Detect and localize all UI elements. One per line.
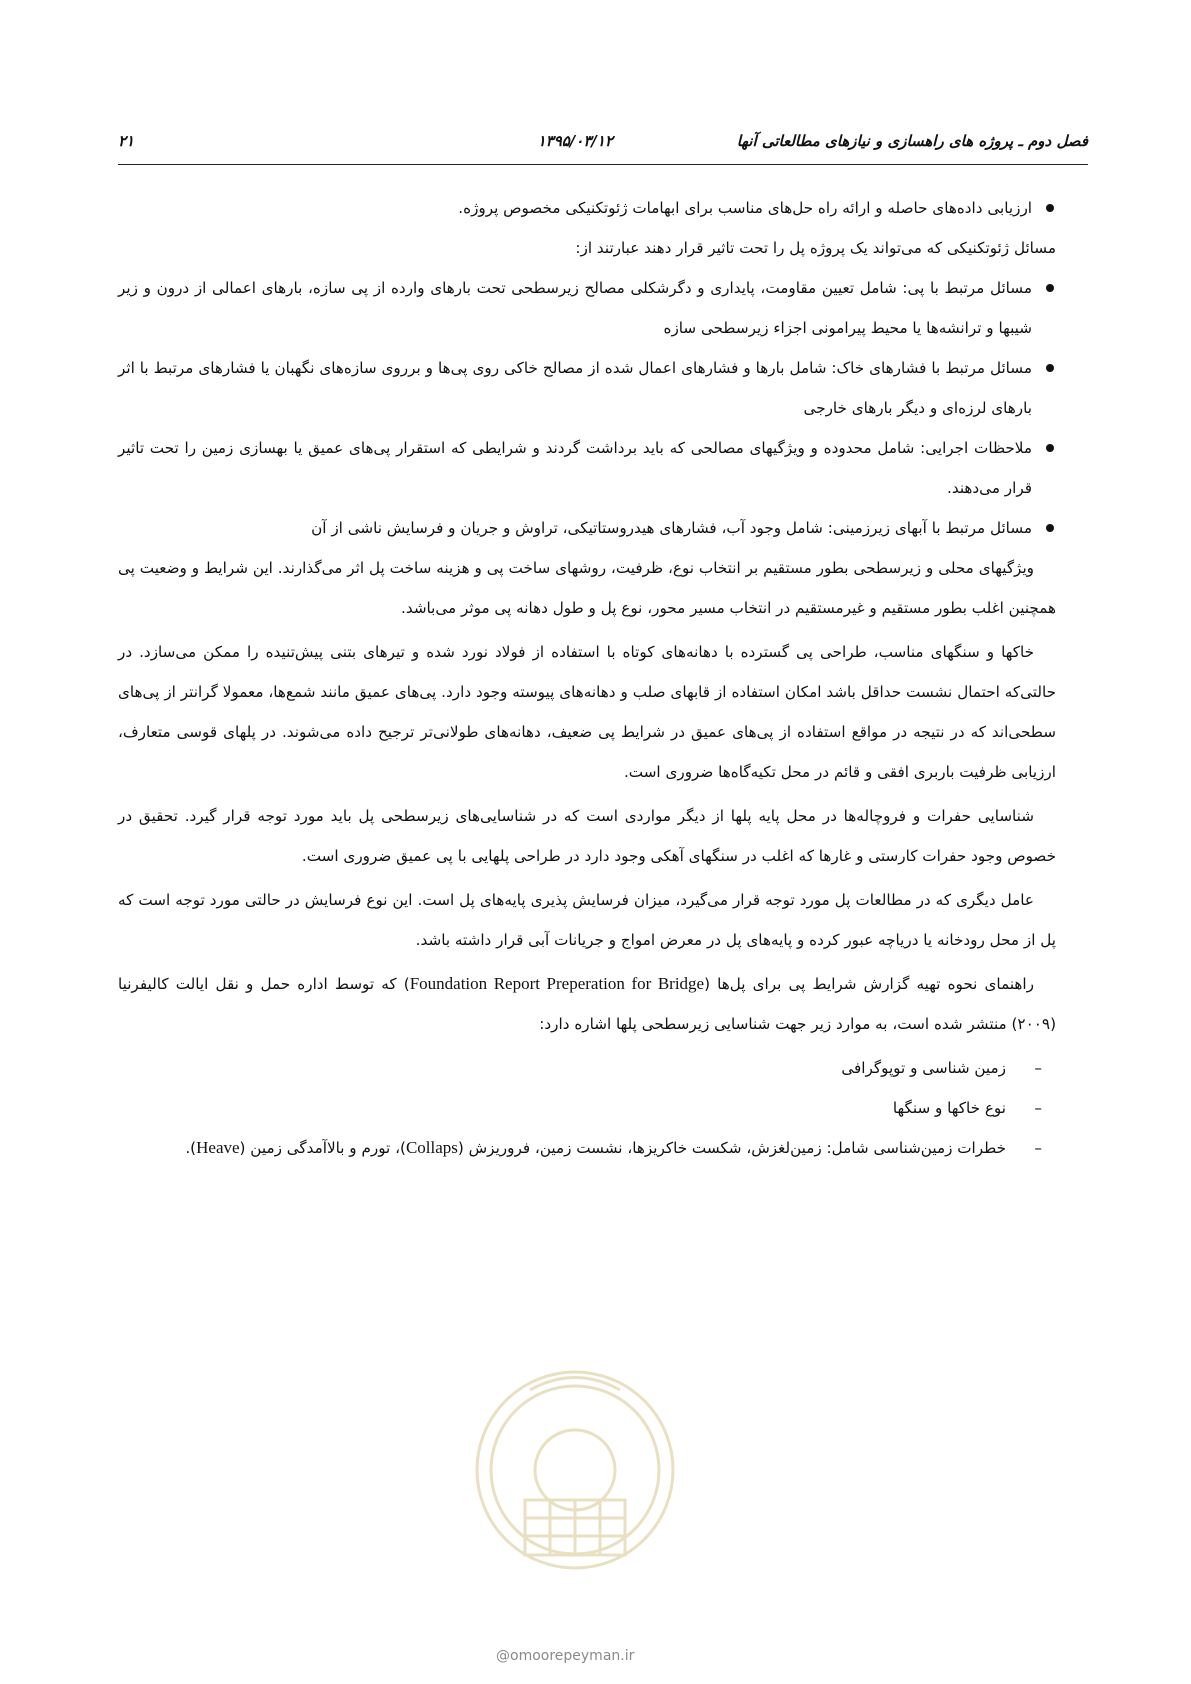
page-header [118, 128, 1088, 164]
paragraph: عامل دیگری که در مطالعات پل مورد توجه قرار می‌گیرد، میزان فرسایش پذیری پایه‌های پل است. این نوع فرسایش در حالتی مورد توجه است که پل از محل رودخانه یا دریاچه عبور کرده و پایه‌های پل در معرض امواج و جریانات آبی قرار داشته باشد. [118, 891, 1056, 949]
hazards-text-c: ). [185, 1139, 197, 1157]
watermark-text: omoorepeyman.ir [510, 1648, 635, 1664]
paragraph: شناسایی حفرات و فروچاله‌ها در محل پایه پلها از دیگر مواردی است که در شناسایی‌های زیرسطحی پل باید مورد توجه قرار گیرد. تحقیق در خصوص وجود حفرات کارستی و غارها که اغلب در سنگهای آهکی وجود دارد در طراحی پلهایی با پی عمیق ضروری است. [118, 807, 1056, 865]
guide-paragraph [118, 964, 1056, 1044]
geotech-issues-list [118, 268, 1056, 548]
hazards-text-b: )، تورم و بالاآمدگی زمین ( [239, 1139, 406, 1157]
hazards-english-heave: Heave [196, 1138, 240, 1157]
bullet-icon [1046, 204, 1054, 212]
guide-items-list [118, 1048, 1056, 1168]
dash-item-text: زمین شناسی و توپوگرافی [841, 1059, 1006, 1077]
hazards-english-collaps: Collaps [405, 1138, 458, 1157]
bullet-icon [1046, 444, 1054, 452]
guide-text-before: راهنمای نحوه تهیه گزارش شرایط پی برای پل‌ها ( [704, 975, 1034, 993]
bullet-item [118, 428, 1056, 508]
dash-icon: – [1034, 1139, 1042, 1157]
bullet-text: ملاحظات اجرایی: شامل محدوده و ویژگیهای مصالحی که باید برداشت گردند و شرایطی که استقرار پی‌های عمیق یا بهسازی زمین را تحت تاثیر قرار می‌دهند. [118, 439, 1032, 497]
page-body [118, 188, 1056, 1168]
dash-item-text: نوع خاکها و سنگها [892, 1099, 1006, 1117]
bullet-icon [1046, 284, 1054, 292]
dash-item [118, 1048, 1056, 1088]
page-number: ۲۱ [118, 132, 135, 150]
header-divider [118, 164, 1088, 165]
dash-icon: – [1034, 1099, 1042, 1117]
chapter-title: فصل دوم ـ پروژه های راهسازی و نیازهای مطالعاتی آنها [736, 132, 1088, 150]
hazards-text-a: خطرات زمین‌شناسی شامل: زمین‌لغزش، شکست خاکریزها، نشست زمین، فروریزش ( [457, 1139, 1006, 1157]
bullet-text: ارزیابی داده‌های حاصله و ارائه راه حل‌های مناسب برای ابهامات ژئوتکنیکی مخصوص پروژه. [458, 199, 1032, 217]
bullet-item [118, 188, 1056, 228]
watermark [496, 1648, 634, 1664]
publisher-seal-icon [470, 1360, 680, 1620]
intro-bullet-list [118, 188, 1056, 228]
intro-sentence: مسائل ژئوتکنیکی که می‌تواند یک پروژه پل را تحت تاثیر قرار دهند عبارتند از: [575, 239, 1056, 257]
dash-item [118, 1088, 1056, 1128]
bullet-icon [1046, 524, 1054, 532]
guide-english-title: Foundation Report Preperation for Bridge [409, 974, 705, 993]
bullet-item [118, 508, 1056, 548]
header-date: ۱۳۹۵/۰۳/۱۲ [537, 132, 613, 150]
bullet-text: مسائل مرتبط با پی: شامل تعیین مقاومت، پایداری و دگرشکلی مصالح زیرسطحی تحت بارهای وارده از پی سازه، بارهای اعمالی از درون و زیر شیبها و ترانشه‌ها یا محیط پیرامونی اجزاء زیرسطحی سازه [118, 279, 1032, 337]
paragraph: خاکها و سنگهای مناسب، طراحی پی گسترده با دهانه‌های کوتاه با استفاده از فولاد نورد شده و تیرهای بتنی پیش‌تنیده را ممکن می‌سازد. در حالتی‌که احتمال نشست حداقل باشد امکان استفاده از قابهای صلب و دهانه‌های پیوسته وجود دارد. پی‌های عمیق مانند شمع‌ها، معمولا گرانتر از پی‌های سطحی‌اند که در نتیجه در مواقع استفاده از پی‌های عمیق در شرایط پی ضعیف، دهانه‌های طولانی‌تر ترجیح داده می‌شوند. در پلهای قوسی متعارف، ارزیابی ظرفیت باربری افقی و قائم در محل تکیه‌گاه‌ها ضروری است. [118, 643, 1056, 781]
bullet-text: مسائل مرتبط با فشارهای خاک: شامل بارها و فشارهای اعمال شده از مصالح خاکی روی پی‌ها و برروی سازه‌های نگهبان یا فشارهای مرتبط با اثر بارهای لرزه‌ای و دیگر بارهای خارجی [118, 359, 1032, 417]
bullet-item [118, 348, 1056, 428]
dash-item [118, 1128, 1056, 1168]
paragraph: ویژگیهای محلی و زیرسطحی بطور مستقیم بر انتخاب نوع، ظرفیت، روشهای ساخت پی و هزینه ساخت پل اثر می‌گذارند. این شرایط و وضعیت پی همچنین اغلب بطور مستقیم و غیرمستقیم در انتخاب مسیر محور، نوع پل و طول دهانه پی موثر می‌باشد. [118, 559, 1056, 617]
bullet-item [118, 268, 1056, 348]
bullet-icon [1046, 364, 1054, 372]
dash-item-text [185, 1139, 1006, 1157]
dash-icon: – [1034, 1059, 1042, 1077]
at-icon: @ [496, 1648, 510, 1664]
guide-text-after: ) که توسط اداره حمل و نقل ایالت کالیفرنیا (۲۰۰۹) منتشر شده است، به موارد زیر جهت شناسایی زیرسطحی پلها اشاره دارد: [118, 975, 1056, 1033]
bullet-text: مسائل مرتبط با آبهای زیرزمینی: شامل وجود آب، فشارهای هیدروستاتیکی، تراوش و جریان و فرسایش ناشی از آن [311, 519, 1032, 537]
